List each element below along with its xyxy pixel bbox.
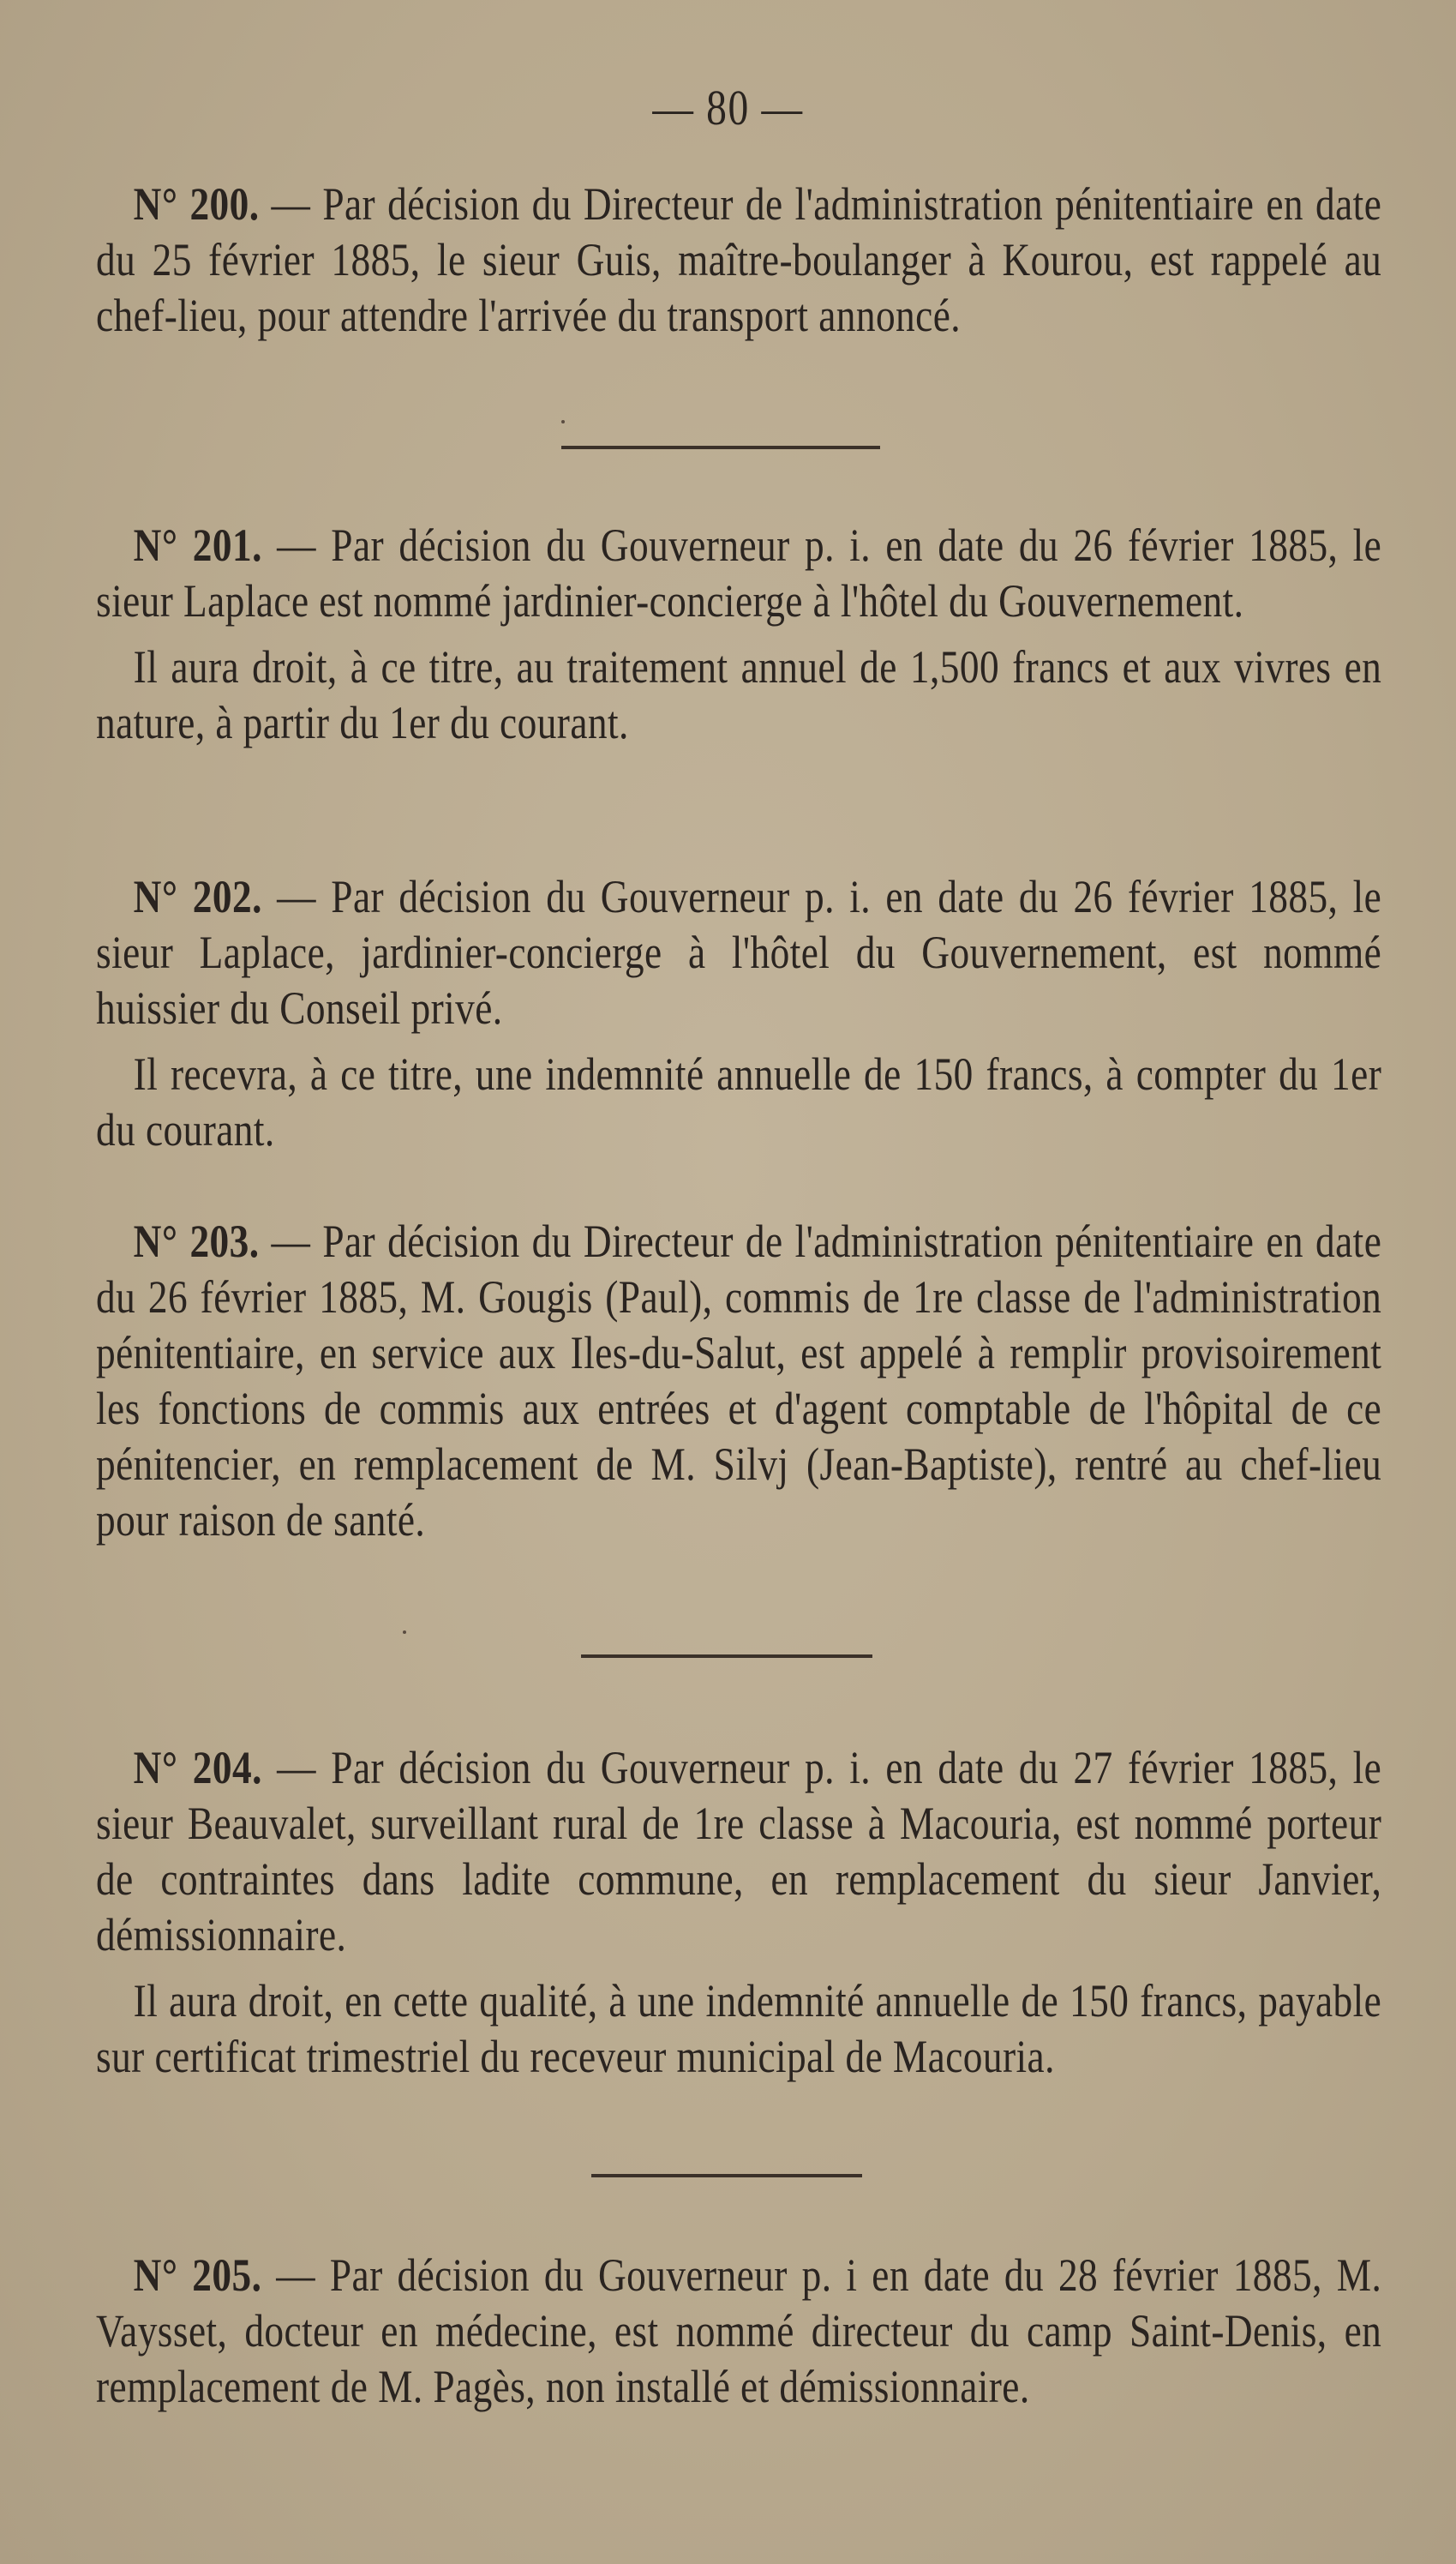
entry-201 [96,518,1381,751]
entry-paragraph [96,2248,1381,2415]
ink-speck [403,1630,406,1634]
entry-paragraph [96,518,1381,629]
entry-paragraph [96,639,1381,751]
separator-rule [581,1654,872,1658]
entry-paragraph [96,1740,1381,1963]
entry-text: — Par décision du Gouverneur p. i en date du 28 février 1885, M. Vaysset, docteur en médecine, est nommé directeur du camp Saint-Denis, en remplacement de M. Pagès, non installé et démissionnaire. [96,2249,1382,2412]
entry-text: Il recevra, à ce titre, une indemnité annuelle de 150 francs, à compter du 1er du courant. [96,1048,1382,1156]
entry-text: — Par décision du Directeur de l'administration pénitentiaire en date du 26 février 1885, M. Gougis (Paul), commis de 1re classe de l'administration pénitentiaire, en service aux Iles-du-Salut, est appelé à remplir provisoirement les fonctions de commis aux entrées et d'agent comptable de l'hôpital de ce pénitencier, en remplacement de M. Silvj (Jean-Baptiste), rentré au chef-lieu pour raison de santé. [96,1216,1382,1546]
entry-text: Il aura droit, en cette qualité, à une indemnité annuelle de 150 francs, payable sur certificat trimestriel du receveur municipal de Macouria. [96,1975,1382,2082]
entry-number: N° 201. [133,519,262,571]
entry-text: — Par décision du Gouverneur p. i. en date du 26 février 1885, le sieur Laplace, jardinier-concierge à l'hôtel du Gouvernement, est nommé huissier du Conseil privé. [96,871,1382,1034]
entry-number: N° 203. [133,1216,260,1267]
separator-rule [591,2174,862,2177]
ink-speck [561,420,565,423]
entry-paragraph [96,869,1381,1036]
entry-number: N° 205. [133,2249,262,2301]
entry-number: N° 204. [133,1742,262,1793]
entry-text: — Par décision du Gouverneur p. i. en date du 27 février 1885, le sieur Beauvalet, surveillant rural de 1re classe à Macouria, est nommé porteur de contraintes dans ladite commune, en remplacement du sieur Janvier, démissionnaire. [96,1742,1382,1961]
entry-202 [96,869,1381,1158]
entry-paragraph [96,1047,1381,1158]
entry-200 [96,177,1381,344]
entry-paragraph [96,1973,1381,2085]
entry-text: — Par décision du Gouverneur p. i. en date du 26 février 1885, le sieur Laplace est nommé jardinier-concierge à l'hôtel du Gouvernement. [96,519,1382,627]
entry-text: — Par décision du Directeur de l'administration pénitentiaire en date du 25 février 1885, le sieur Guis, maître-boulanger à Kourou, est rappelé au chef-lieu, pour attendre l'arrivée du transport annoncé. [96,178,1382,341]
entry-203 [96,1214,1381,1548]
entry-paragraph [96,1214,1381,1548]
entry-number: N° 202. [133,871,262,922]
entry-204 [96,1740,1381,2085]
entry-text: Il aura droit, à ce titre, au traitement annuel de 1,500 francs et aux vivres en nature, à partir du 1er du courant. [96,641,1382,748]
page-number: — 80 — [652,80,804,135]
entry-number: N° 200. [133,178,260,230]
entry-paragraph [96,177,1381,344]
entry-205 [96,2248,1381,2415]
separator-rule [561,446,880,449]
